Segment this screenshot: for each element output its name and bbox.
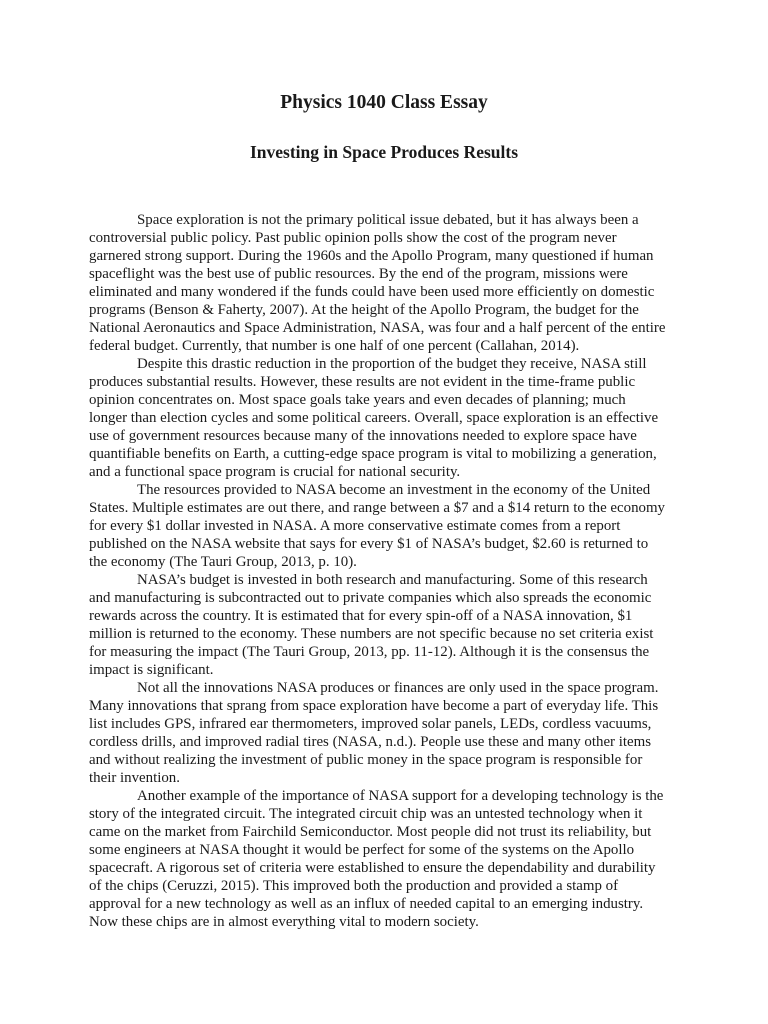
paragraph-line: million is returned to the economy. These numbers are not specific because no set criteria exist: [89, 626, 654, 642]
paragraph-line: came on the market from Fairchild Semiconductor. Most people did not trust its reliability, but: [89, 824, 652, 840]
paragraph-line: programs (Benson & Faherty, 2007). At the height of the Apollo Program, the budget for the: [89, 302, 639, 318]
essay-paragraph: [89, 787, 679, 931]
paragraph-line: Space exploration is not the primary political issue debated, but it has always been a: [137, 212, 639, 228]
paragraph-line: some engineers at NASA thought it would be perfect for some of the systems on the Apollo: [89, 842, 635, 858]
paragraph-line: spaceflight was the best use of public resources. By the end of the program, missions were: [89, 266, 628, 282]
document-subtitle: Investing in Space Produces Results: [249, 142, 519, 162]
paragraph-line: spacecraft. A rigorous set of criteria were established to ensure the dependability and durability: [89, 860, 656, 876]
paragraph-line: approval for a new technology as well as an influx of needed capital to an emerging industry.: [89, 896, 644, 912]
paragraph-line: their invention.: [89, 770, 180, 786]
paragraph-line: produces substantial results. However, these results are not evident in the time-frame public: [89, 374, 636, 390]
paragraph-line: National Aeronautics and Space Administration, NASA, was four and a half percent of the entire: [89, 320, 666, 336]
paragraph-line: story of the integrated circuit. The integrated circuit chip was an untested technology when it: [89, 806, 643, 822]
paragraph-line: list includes GPS, infrared ear thermometers, improved solar panels, LEDs, cordless vacuums,: [89, 716, 652, 732]
essay-paragraph: [89, 571, 679, 679]
paragraph-line: Now these chips are in almost everything vital to modern society.: [89, 914, 479, 930]
paragraph-line: Despite this drastic reduction in the proportion of the budget they receive, NASA still: [137, 356, 647, 372]
paragraph-line: longer than election cycles and some political careers. Overall, space exploration is an effective: [89, 410, 659, 426]
paragraph-line: federal budget. Currently, that number is one half of one percent (Callahan, 2014).: [89, 338, 580, 354]
paragraph-line: The resources provided to NASA become an investment in the economy of the United: [137, 482, 651, 498]
paragraph-line: eliminated and many wondered if the funds could have been used more efficiently on domestic: [89, 284, 655, 300]
paragraph-line: impact is significant.: [89, 662, 214, 678]
paragraph-line: rewards across the country. It is estimated that for every spin-off of a NASA innovation, $1: [89, 608, 633, 624]
paragraph-line: the economy (The Tauri Group, 2013, p. 10).: [89, 554, 357, 570]
paragraph-line: States. Multiple estimates are out there, and range between a $7 and a $14 return to the economy: [89, 500, 665, 516]
paragraph-line: garnered strong support. During the 1960s and the Apollo Program, many questioned if human: [89, 248, 654, 264]
essay-paragraph: [89, 355, 679, 481]
paragraph-line: cordless drills, and improved radial tires (NASA, n.d.). People use these and many other items: [89, 734, 651, 750]
paragraph-line: Many innovations that sprang from space exploration have become a part of everyday life. This: [89, 698, 659, 714]
paragraph-line: for measuring the impact (The Tauri Group, 2013, pp. 11-12). Although it is the consensus the: [89, 644, 650, 660]
paragraph-line: controversial public policy. Past public opinion polls show the cost of the program never: [89, 230, 617, 246]
paragraph-line: and without realizing the investment of public money in the space program is responsible for: [89, 752, 643, 768]
paragraph-line: and a functional space program is crucial for national security.: [89, 464, 461, 480]
paragraph-line: of the chips (Ceruzzi, 2015). This improved both the production and provided a stamp of: [89, 878, 619, 894]
essay-paragraph: [89, 679, 679, 787]
paragraph-line: quantifiable benefits on Earth, a cutting-edge space program is vital to mobilizing a generation,: [89, 446, 657, 462]
paragraph-line: NASA’s budget is invested in both research and manufacturing. Some of this research: [137, 572, 648, 588]
paragraph-line: opinion concentrates on. Most space goals take years and even decades of planning; much: [89, 392, 626, 408]
paragraph-line: published on the NASA website that says for every $1 of NASA’s budget, $2.60 is returned to: [89, 536, 649, 552]
document-title: Physics 1040 Class Essay: [280, 92, 488, 113]
essay-paragraph: [89, 211, 679, 355]
paragraph-line: Not all the innovations NASA produces or finances are only used in the space program.: [137, 680, 659, 696]
essay-paragraph: [89, 481, 679, 571]
paragraph-line: use of government resources because many of the innovations needed to explore space have: [89, 428, 637, 444]
paragraph-line: Another example of the importance of NASA support for a developing technology is the: [137, 788, 664, 804]
essay-body: [89, 211, 679, 931]
paragraph-line: and manufacturing is subcontracted out to private companies which also spreads the economic: [89, 590, 652, 606]
paragraph-line: for every $1 dollar invested in NASA. A more conservative estimate comes from a report: [89, 518, 621, 534]
